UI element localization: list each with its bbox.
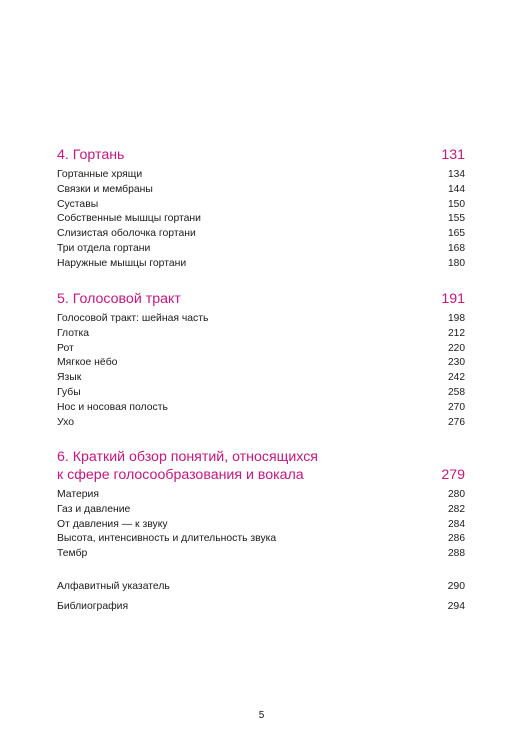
entry-page-number: 144 — [448, 183, 465, 195]
entry-label: Язык — [57, 372, 82, 384]
entry-page-number: 242 — [448, 372, 465, 384]
entry-label: Суставы — [57, 198, 99, 210]
toc-entry — [57, 257, 465, 272]
entry-page-number: 220 — [448, 342, 465, 354]
entry-label: Глотка — [57, 327, 90, 339]
entry-page-number: 134 — [448, 169, 465, 180]
chapter-entries — [57, 312, 465, 430]
entry-label: Высота, интенсивность и длительность звука — [57, 533, 277, 545]
entry-label: Алфавитный указатель — [57, 581, 170, 592]
toc-entry-bibliography — [57, 600, 465, 614]
toc-entry — [57, 503, 465, 518]
toc-entry — [57, 183, 465, 198]
toc-chapter-6 — [57, 448, 465, 562]
toc-entry — [57, 547, 465, 562]
chapter-page-number: 131 — [441, 147, 465, 163]
entry-label: Тембр — [57, 548, 88, 560]
entry-page-number: 180 — [448, 257, 465, 269]
entry-page-number: 165 — [448, 228, 465, 240]
entry-label: Наружные мышцы гортани — [57, 257, 187, 269]
entry-page-number: 290 — [447, 581, 465, 592]
toc-chapter-4 — [57, 146, 465, 272]
toc-entry — [57, 227, 465, 242]
toc-entry — [57, 212, 465, 227]
toc-entry-index — [57, 580, 465, 594]
entry-label: Мягкое нёбо — [57, 357, 118, 369]
entry-page-number: 282 — [448, 503, 465, 515]
entry-page-number: 288 — [448, 548, 465, 560]
entry-page-number: 294 — [447, 601, 465, 612]
chapter-heading — [57, 448, 465, 484]
chapter-heading — [57, 146, 465, 164]
entry-label: Собственные мышцы гортани — [57, 213, 201, 225]
entry-label: Три отдела гортани — [57, 242, 151, 254]
entry-page-number: 155 — [448, 213, 465, 225]
entry-page-number: 258 — [448, 386, 465, 398]
toc-chapter-5 — [57, 290, 465, 430]
toc-page — [57, 0, 465, 755]
toc-entry — [57, 356, 465, 371]
toc-entry — [57, 371, 465, 386]
toc-entry — [57, 488, 465, 503]
entry-label: Губы — [57, 386, 81, 398]
chapter-title: 4. Гортань — [57, 147, 125, 163]
chapter-entries — [57, 168, 465, 272]
entry-page-number: 276 — [448, 416, 465, 428]
entry-label: Связки и мембраны — [57, 183, 153, 195]
entry-label: Нос и носовая полость — [57, 401, 168, 413]
page-folio: 5 — [258, 710, 265, 721]
entry-page-number: 212 — [448, 327, 465, 339]
chapter-page-number: 191 — [441, 291, 465, 307]
entry-page-number: 280 — [448, 489, 465, 500]
entry-label: Материя — [57, 489, 99, 500]
toc-entry — [57, 342, 465, 357]
entry-page-number: 270 — [448, 401, 465, 413]
toc-entry — [57, 532, 465, 547]
entry-page-number: 286 — [448, 533, 465, 545]
entry-label: Библиография — [57, 601, 129, 612]
entry-label: Рот — [57, 342, 74, 354]
entry-page-number: 168 — [448, 242, 465, 254]
chapter-title: 5. Голосовой тракт — [57, 291, 181, 307]
entry-label: Гортанные хрящи — [57, 169, 143, 180]
toc-entry — [57, 312, 465, 327]
entry-label: Голосовой тракт: шейная часть — [57, 313, 209, 324]
toc-entry — [57, 416, 465, 431]
chapter-title: 6. Краткий обзор понятий, относящихся к сфере голосообразования и вокала — [57, 449, 318, 483]
toc-entry — [57, 327, 465, 342]
toc-entry — [57, 198, 465, 213]
toc-entry — [57, 168, 465, 183]
entry-label: Ухо — [57, 416, 74, 428]
entry-page-number: 284 — [448, 518, 465, 530]
entry-page-number: 150 — [448, 198, 465, 210]
toc-entry — [57, 401, 465, 416]
chapter-entries — [57, 488, 465, 562]
entry-label: От давления — к звуку — [57, 518, 168, 530]
entry-label: Слизистая оболочка гортани — [57, 228, 196, 240]
chapter-heading — [57, 290, 465, 308]
entry-page-number: 198 — [448, 313, 465, 324]
chapter-page-number: 279 — [441, 467, 465, 483]
toc-entry — [57, 386, 465, 401]
entry-page-number: 230 — [448, 357, 465, 369]
entry-label: Газ и давление — [57, 503, 131, 515]
toc-entry — [57, 518, 465, 533]
toc-entry — [57, 242, 465, 257]
